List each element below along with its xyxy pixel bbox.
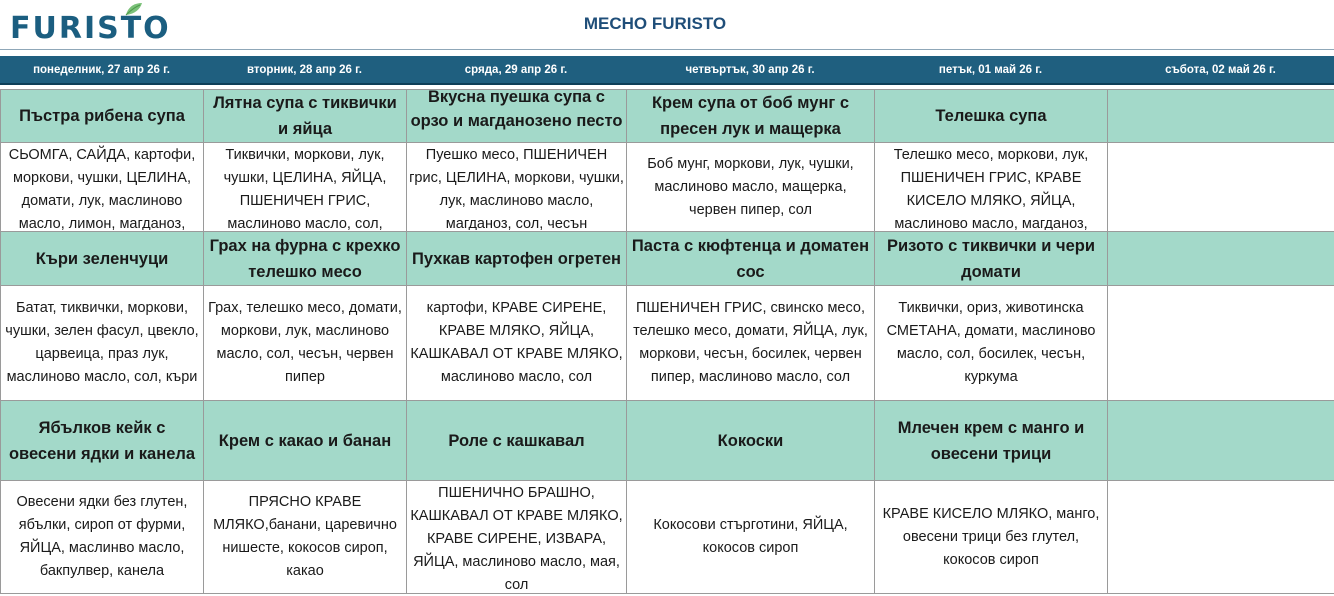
- dish-name: Вкусна пуешка супа с орзо и магданозено песто: [410, 89, 623, 130]
- dish-name: Лятна супа с тиквички и яйца: [213, 94, 397, 138]
- dish-cell: [407, 90, 627, 143]
- ingredients-text: ПРЯСНО КРАВЕ МЛЯКО,банани, царевично нишесте, кокосов сироп, какао: [213, 494, 397, 579]
- dish-row-soups: [1, 90, 1334, 143]
- ingredients-text: Кокосови стърготини, ЯЙЦА, кокосов сироп: [653, 517, 848, 556]
- ingredients-cell: [407, 286, 627, 401]
- ingredients-text: картофи, КРАВЕ СИРЕНЕ, КРАВЕ МЛЯКО, ЯЙЦА, КАШКАВАЛ ОТ КРАВЕ МЛЯКО, маслиново масло, сол: [410, 300, 623, 385]
- dish-cell: [407, 232, 627, 286]
- day-header-wed: сряда, 29 апр 26 г.: [464, 63, 568, 76]
- ingredients-cell: [1, 286, 204, 401]
- page-title: МЕСНО FURISTO: [583, 14, 727, 33]
- day-header-sat: събота, 02 май 26 г.: [1165, 63, 1276, 76]
- ingredients-cell-empty: [1108, 143, 1334, 232]
- dish-name: Грах на фурна с крехко телешко месо: [209, 236, 401, 281]
- dish-name: Къри зеленчуци: [35, 249, 169, 268]
- ingredients-text: Грах, телешко месо, домати, моркови, лук, маслиново масло, сол, чесън, червен пипер: [208, 300, 402, 385]
- ingredients-cell: [627, 286, 875, 401]
- ingredients-row-desserts: [1, 481, 1334, 594]
- dish-name: Ризото с тиквички и чери домати: [887, 236, 1095, 281]
- ingredients-row-mains: [1, 286, 1334, 401]
- ingredients-text: ПШЕНИЧНО БРАШНО, КАШКАВАЛ ОТ КРАВЕ МЛЯКО, КРАВЕ СИРЕНЕ, ИЗВАРА, ЯЙЦА, маслиново масло, мая, сол: [410, 485, 623, 592]
- dish-cell: [875, 232, 1108, 286]
- dish-cell: [1, 232, 204, 286]
- dish-cell-empty: [1108, 401, 1334, 481]
- ingredients-text: Тиквички, ориз, животинска СМЕТАНА, домати, маслиново масло, сол, босилек, чесън, куркума: [886, 300, 1096, 385]
- ingredients-text: Пуешко месо, ПШЕНИЧЕН грис, ЦЕЛИНА, моркови, чушки, лук, маслиново масло, магданоз, сол, чесън: [409, 147, 624, 230]
- dish-name: Ябълков кейк с овесени ядки и канела: [8, 418, 196, 463]
- ingredients-row-soups: [1, 143, 1334, 232]
- dish-name: Паста с кюфтенца и доматен сос: [631, 236, 870, 281]
- day-header-thu: четвъртък, 30 апр 26 г.: [685, 63, 815, 76]
- ingredients-text: Телешко месо, моркови, лук, ПШЕНИЧЕН ГРИС, КРАВЕ КИСЕЛО МЛЯКО, ЯЙЦА, маслиново масло, магданоз,: [893, 147, 1089, 230]
- dish-cell-empty: [1108, 90, 1334, 143]
- dish-name: Крем супа от боб мунг с пресен лук и мащерка: [651, 94, 850, 138]
- header-divider: [0, 49, 1334, 50]
- dish-cell: [627, 232, 875, 286]
- dish-row-desserts: [1, 401, 1334, 481]
- ingredients-cell: [1, 481, 204, 594]
- ingredients-cell-empty: [1108, 481, 1334, 594]
- ingredients-cell: [204, 481, 407, 594]
- dish-row-mains: [1, 232, 1334, 286]
- ingredients-text: Боб мунг, моркови, лук, чушки, маслиново масло, мащерка, червен пипер, сол: [647, 155, 854, 218]
- dish-cell: [627, 90, 875, 143]
- dish-cell: [1, 401, 204, 481]
- ingredients-cell: [407, 481, 627, 594]
- day-header-mon: понеделник, 27 апр 26 г.: [33, 63, 170, 76]
- ingredients-cell-empty: [1108, 286, 1334, 401]
- ingredients-cell: [627, 481, 875, 594]
- dish-name: Млечен крем с манго и овесени трици: [897, 418, 1085, 463]
- dish-cell: [875, 401, 1108, 481]
- ingredients-cell: [875, 481, 1108, 594]
- ingredients-text: ПШЕНИЧЕН ГРИС, свинско месо, телешко месо, домати, ЯЙЦА, лук, моркови, чесън, босилек, червен пипер, маслиново масло, сол: [633, 300, 868, 385]
- dish-cell: [407, 401, 627, 481]
- ingredients-text: Батат, тиквички, моркови, чушки, зелен фасул, цвекло, царвеица, праз лук, маслиново масло, сол, къри: [5, 300, 199, 385]
- dish-name: Крем с какао и банан: [218, 431, 392, 450]
- ingredients-text: КРАВЕ КИСЕЛО МЛЯКО, манго, овесени трици без глутел, кокосов сироп: [882, 505, 1100, 568]
- ingredients-cell: [204, 286, 407, 401]
- dish-cell: [627, 401, 875, 481]
- dish-name: Пъстра рибена супа: [19, 107, 185, 125]
- day-header-tue: вторник, 28 апр 26 г.: [247, 63, 362, 76]
- dish-name: Роле с кашкавал: [448, 431, 585, 450]
- ingredients-cell: [407, 143, 627, 232]
- ingredients-cell: [627, 143, 875, 232]
- ingredients-cell: [875, 143, 1108, 232]
- dish-cell: [204, 401, 407, 481]
- logo-text: FURISTO: [10, 11, 171, 46]
- day-header-band: [0, 56, 1334, 85]
- ingredients-text: Овесени ядки без глутен, ябълки, сироп от фурми, ЯЙЦА, маслинво масло, бакпулвер, канела: [16, 494, 188, 579]
- dish-cell: [204, 232, 407, 286]
- dish-name: Кокоски: [717, 431, 784, 450]
- dish-cell-empty: [1108, 232, 1334, 286]
- dish-name: Телешка супа: [935, 107, 1047, 125]
- ingredients-text: СЬОМГА, САЙДА, картофи, моркови, чушки, ЦЕЛИНА, домати, лук, маслиново масло, лимон, магданоз,: [8, 147, 196, 230]
- ingredients-text: Тиквички, моркови, лук, чушки, ЦЕЛИНА, ЯЙЦА, ПШЕНИЧЕН ГРИС, маслиново масло, сол,: [223, 147, 387, 230]
- day-header-fri: петък, 01 май 26 г.: [938, 63, 1043, 76]
- ingredients-cell: [875, 286, 1108, 401]
- dish-cell: [875, 90, 1108, 143]
- dish-name: Пухкав картофен огретен: [412, 249, 621, 268]
- dish-cell: [1, 90, 204, 143]
- ingredients-cell: [1, 143, 204, 232]
- menu-grid: [0, 89, 1334, 594]
- dish-cell: [204, 90, 407, 143]
- ingredients-cell: [204, 143, 407, 232]
